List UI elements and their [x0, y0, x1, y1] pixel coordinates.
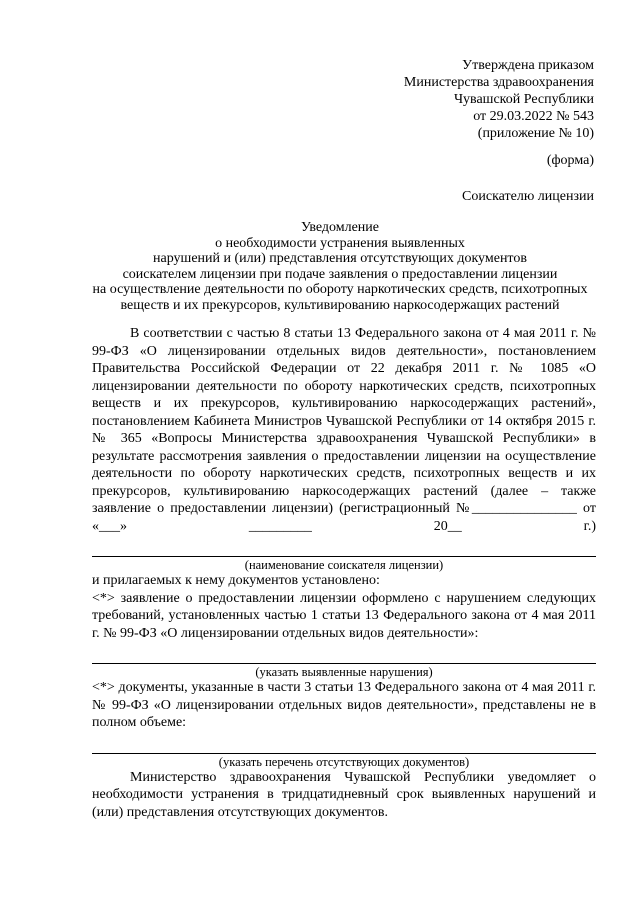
- violations-caption: (указать выявленные нарушения): [255, 665, 433, 679]
- approval-line-1: Утверждена приказом: [462, 58, 594, 73]
- approval-line-3: Чувашской Республики: [453, 92, 594, 107]
- title-line-2: о необходимости устранения выявленных: [215, 235, 465, 251]
- form-label: (форма): [546, 153, 594, 168]
- approval-line-5: (приложение № 10): [477, 126, 594, 141]
- title-line-4: соискателем лицензии при подаче заявления о предоставлении лицензии: [122, 266, 558, 282]
- approval-line-2: Министерства здравоохранения: [403, 75, 594, 90]
- applicant-name-caption: (наименование соискателя лицензии): [244, 558, 444, 572]
- approval-line-4: от 29.03.2022 № 543: [473, 109, 594, 124]
- addressee: Соискателю лицензии: [462, 189, 594, 204]
- title-line-6: веществ и их прекурсоров, культивированию наркосодержащих растений: [120, 297, 560, 313]
- title-line-3: нарушений и (или) представления отсутствующих документов: [153, 251, 527, 266]
- applicant-name-space: [92, 535, 596, 551]
- missing-documents-item: <*> документы, указанные в части 3 статьи 13 Федерального закона от 4 мая 2011 г. № 99-ФЗ «О лицензировании отдельных видов деятельности», представлены не в полном объеме:: [92, 680, 596, 730]
- missing-documents-line: [92, 753, 596, 754]
- missing-documents-caption: (указать перечень отсутствующих документов): [218, 754, 470, 769]
- intro-paragraph: В соответствии с частью 8 статьи 13 Федерального закона от 4 мая 2011 г. № 99-ФЗ «О лицензировании отдельных видов деятельности», постановлением Правительства Российской Федерации от 22 декабря 2011 г. № 1085 «О лицензировании деятельности по обороту наркотических средств, психотропных веществ и их прекурсоров, культивированию наркосодержащих растений», постановлением Кабинета Министров Чувашской Республики от 14 октября 2015 г. № 365 «Вопросы Министерства здравоохранения Чувашской Республики» в результате рассмотрения заявления о предоставлении лицензии на осуществление деятельности по обороту наркотических средств, психотропных веществ и их прекурсоров, культивированию наркосодержащих растений (далее – также заявление о предоставлении лицензии) (регистрационный №_______________ от «___» _________ 20__ г.): [92, 326, 596, 534]
- applicant-name-line: [92, 556, 596, 557]
- violations-space: [92, 642, 596, 658]
- approval-block: [404, 57, 594, 142]
- violations-line: [92, 663, 596, 664]
- closing-paragraph: Министерство здравоохранения Чувашской Республики уведомляет о необходимости устранения в тридцатидневный срок выявленных нарушений и (или) представления отсутствующих документов.: [92, 769, 596, 820]
- violations-item: <*> заявление о предоставлении лицензии оформлено с нарушением следующих требований, установленных частью 1 статьи 13 Федерального закона от 4 мая 2011 г. № 99-ФЗ «О лицензировании отдельных видов деятельности»:: [92, 590, 596, 641]
- title-line-1: Уведомление: [300, 220, 379, 235]
- document-title: [60, 220, 620, 313]
- documents-established-line: и прилагаемых к нему документов установлено:: [92, 573, 380, 588]
- missing-documents-space: [92, 732, 596, 748]
- document-body: [92, 325, 596, 821]
- title-line-5: на осуществление деятельности по обороту наркотических средств, психотропных: [92, 282, 588, 297]
